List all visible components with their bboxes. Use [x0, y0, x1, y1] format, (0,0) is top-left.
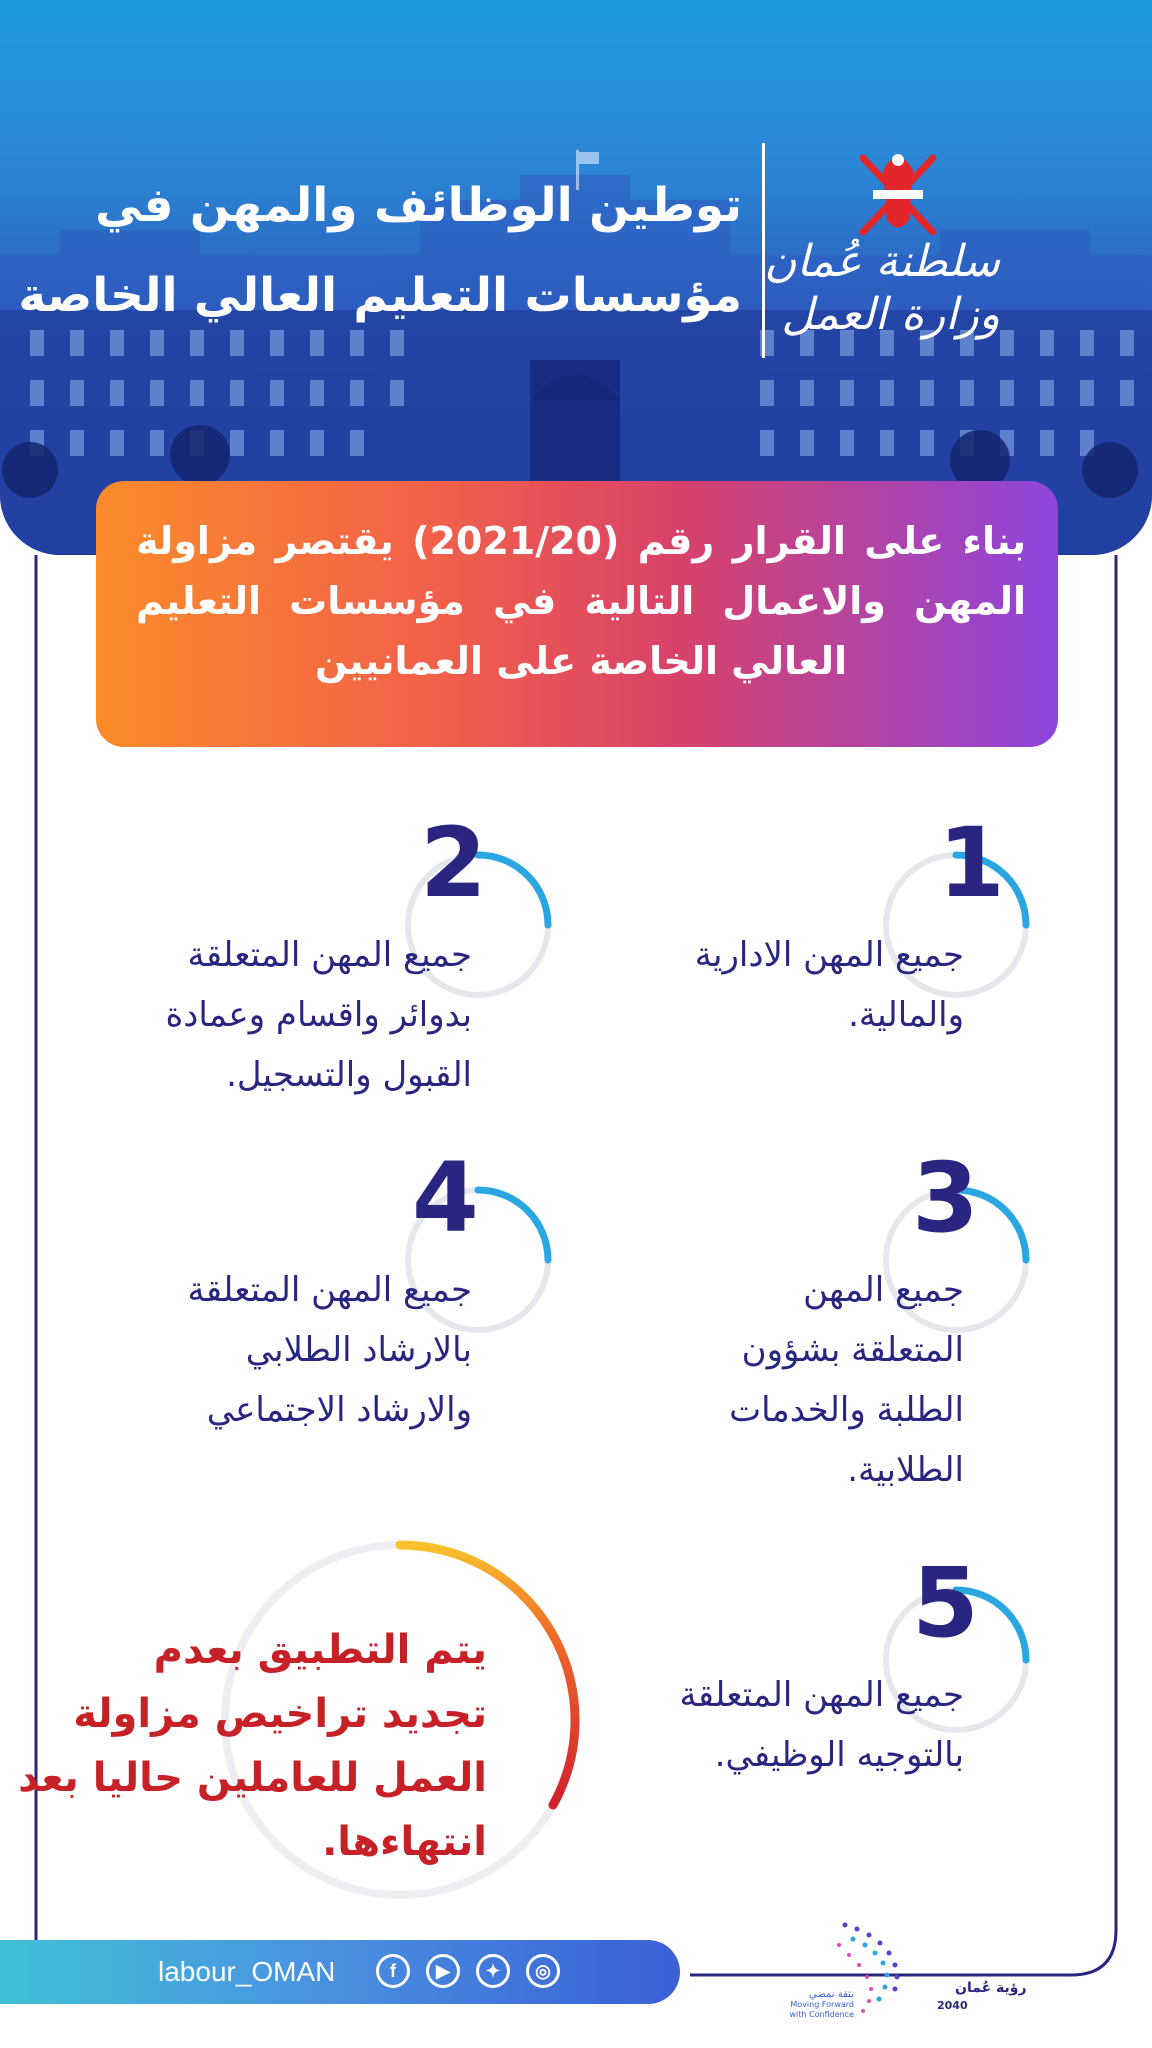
item-5-line-2: بالتوجيه الوظيفي.	[714, 1735, 964, 1775]
ministry-line2: وزارة العمل	[781, 288, 1000, 340]
youtube-icon[interactable]: ▶	[426, 1954, 460, 1988]
item-text-4	[188, 1260, 472, 1440]
item-text-2	[165, 925, 472, 1105]
item-number-4: 4	[412, 1142, 479, 1254]
decision-text: بناء على القرار رقم (2021/20) يقتصر مزاولة المهن والاعمال التالية في مؤسسات التعليم العالي الخاصة على العمانيين	[136, 519, 1026, 683]
item-3-line-1: جميع المهن	[803, 1270, 964, 1310]
social-handle[interactable]: labour_OMAN	[158, 1956, 336, 1987]
notice-line-3: العمل للعاملين حاليا بعد	[18, 1755, 487, 1801]
item-3-line-2: المتعلقة بشؤون	[741, 1330, 964, 1370]
item-3-line-3: الطلبة والخدمات	[729, 1390, 964, 1430]
moving-forward-label	[784, 1990, 854, 2020]
footer-bar	[0, 1940, 680, 2004]
item-number-5: 5	[912, 1547, 979, 1659]
vision-year-label: 2040	[937, 1999, 968, 2012]
page-title-line2: مؤسسات التعليم العالي الخاصة	[18, 268, 742, 323]
item-number-2: 2	[420, 807, 487, 919]
notice-line-4: انتهاءها.	[322, 1819, 487, 1865]
item-2-line-3: القبول والتسجيل.	[226, 1055, 472, 1095]
moving-arabic: بثقة نمضي	[809, 1989, 854, 2000]
item-1-line-2: والمالية.	[848, 995, 964, 1035]
item-text-1	[695, 925, 964, 1045]
item-4-line-2: بالارشاد الطلابي	[245, 1330, 472, 1370]
item-1-line-1: جميع المهن الادارية	[694, 935, 964, 975]
item-2-line-1: جميع المهن المتعلقة	[187, 935, 472, 975]
item-5-line-1: جميع المهن المتعلقة	[679, 1675, 964, 1715]
item-4-line-1: جميع المهن المتعلقة	[187, 1270, 472, 1310]
item-4-line-3: والارشاد الاجتماعي	[206, 1390, 472, 1430]
item-number-1: 1	[938, 807, 1005, 919]
ministry-line1: سلطنة عُمان	[764, 236, 1000, 287]
instagram-icon[interactable]: ◎	[526, 1954, 560, 1988]
notice-text	[18, 1618, 487, 1874]
notice-line-2: تجديد تراخيص مزاولة	[73, 1691, 487, 1737]
item-2-line-2: بدوائر واقسام وعمادة	[165, 995, 472, 1035]
vision-arabic-label: رؤية عُمان	[955, 1980, 1027, 1996]
page-title-line1: توطين الوظائف والمهن في	[95, 178, 742, 233]
twitter-icon[interactable]: ✦	[476, 1954, 510, 1988]
item-number-3: 3	[912, 1142, 979, 1254]
decision-banner	[96, 481, 1058, 747]
moving-english-1: Moving Forward	[790, 2000, 854, 2009]
notice-line-1: يتم التطبيق بعدم	[153, 1627, 487, 1673]
moving-english-2: with Confidence	[789, 2010, 854, 2019]
item-text-5	[680, 1665, 964, 1785]
item-3-line-4: الطلابية.	[847, 1450, 964, 1490]
item-text-3	[729, 1260, 964, 1500]
facebook-icon[interactable]: f	[376, 1954, 410, 1988]
